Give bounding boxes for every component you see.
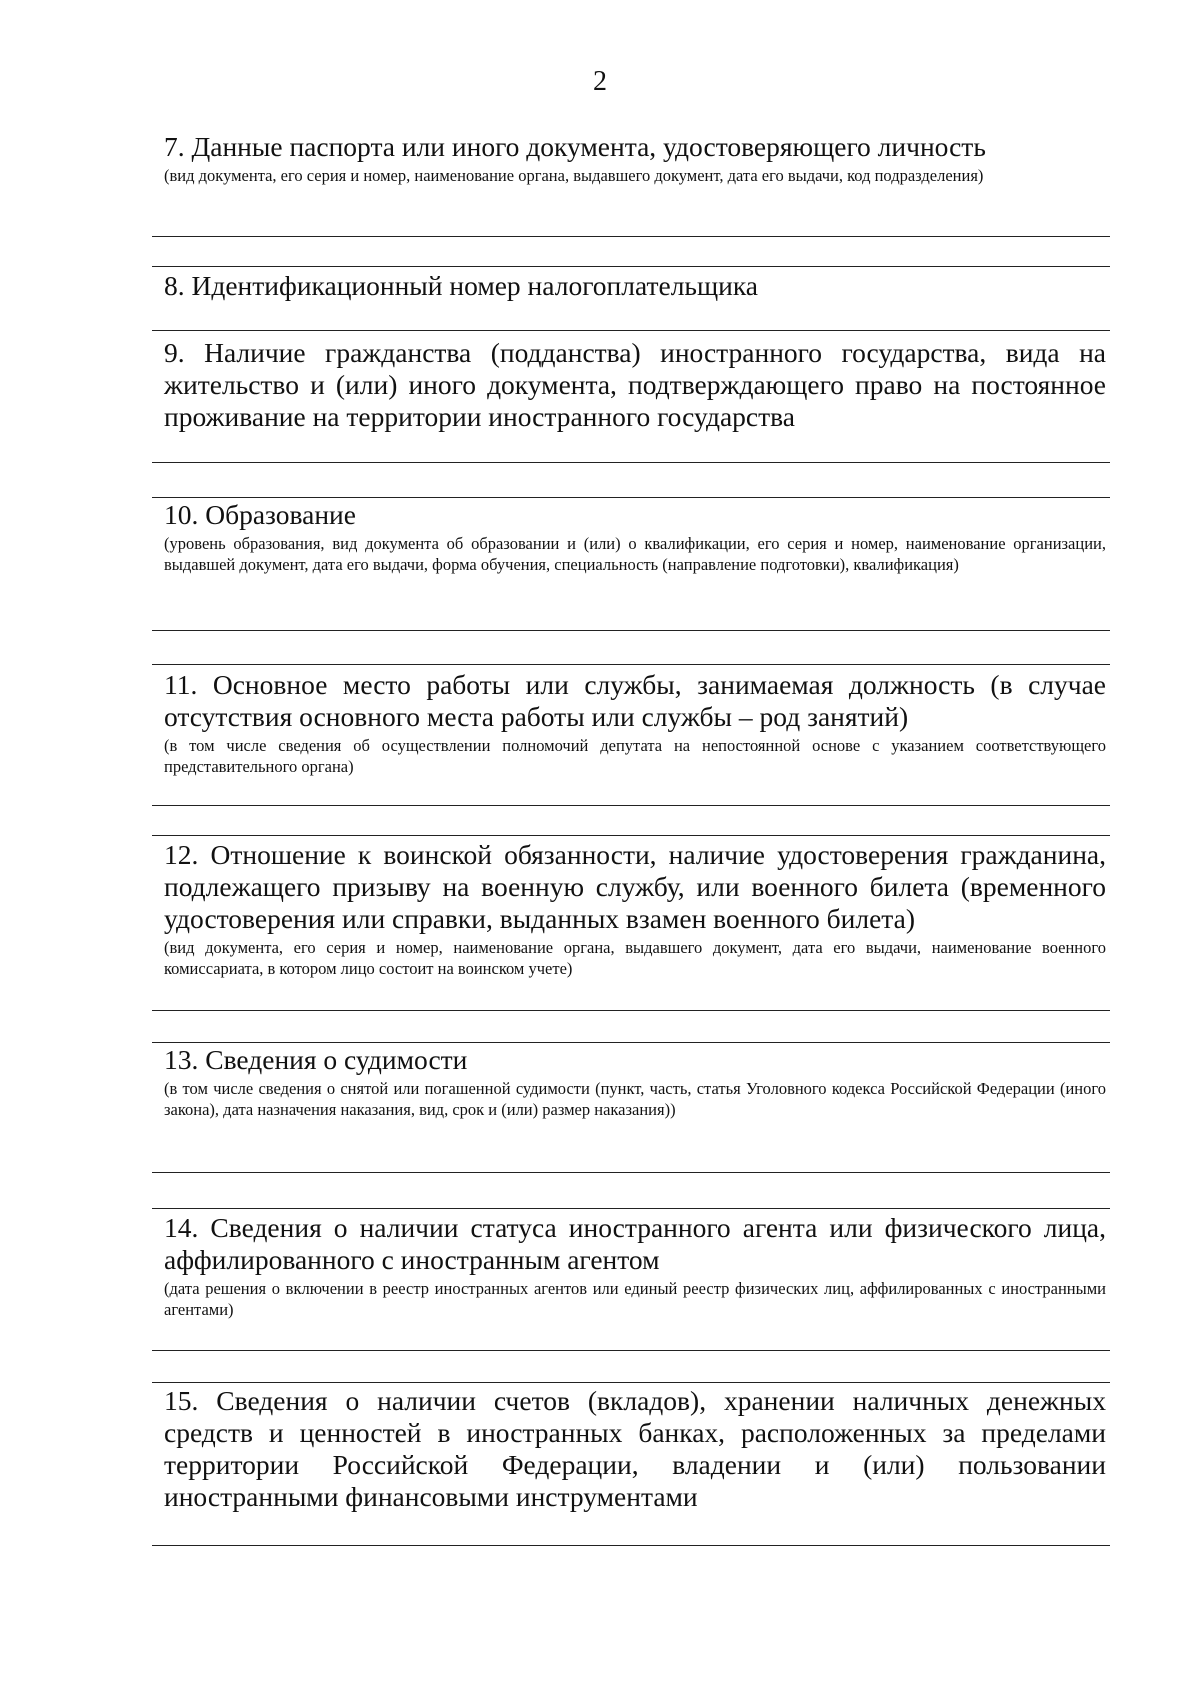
section-title: 11. Основное место работы или службы, занимаемая должность (в случае отсутствия основного места работы или службы – род занятий) [164, 669, 1106, 732]
section-13-criminal-record [164, 1044, 1106, 1120]
section-title: 7. Данные паспорта или иного документа, удостоверяющего личность [164, 131, 986, 162]
answer-line [152, 805, 1110, 806]
section-12-military [164, 839, 1106, 979]
answer-line [152, 1545, 1110, 1546]
section-15-foreign-accounts [164, 1385, 1106, 1513]
answer-line [152, 497, 1110, 498]
page-number: 2 [593, 66, 607, 97]
section-title: 15. Сведения о наличии счетов (вкладов), хранении наличных денежных средств и ценностей в иностранных банках, расположенных за пределами территории Российской Федерации, владении и (или) пользовании иностранными финансовыми инструментами [164, 1385, 1106, 1512]
answer-line [152, 1382, 1110, 1383]
section-note: (в том числе сведения об осуществлении полномочий депутата на непостоянной основе с указанием соответствующего представительного органа) [164, 736, 1106, 776]
answer-line [152, 330, 1110, 331]
answer-line [152, 266, 1110, 267]
section-title: 12. Отношение к воинской обязанности, наличие удостоверения гражданина, подлежащего призыву на военную службу, или военного билета (временного удостоверения или справки, выданных взамен военного билета) [164, 839, 1106, 934]
section-note: (вид документа, его серия и номер, наименование органа, выдавшего документ, дата его выдачи, наименование военного комиссариата, в котором лицо состоит на воинском учете) [164, 938, 1106, 978]
section-7-passport [164, 131, 1106, 186]
answer-line [152, 1208, 1110, 1209]
section-note: (вид документа, его серия и номер, наименование органа, выдавшего документ, дата его выдачи, код подразделения) [164, 166, 984, 185]
section-note: (в том числе сведения о снятой или погашенной судимости (пункт, часть, статья Уголовного кодекса Российской Федерации (иного закона), дата назначения наказания, вид, срок и (или) размер наказания)) [164, 1079, 1106, 1119]
section-title: 8. Идентификационный номер налогоплательщика [164, 270, 759, 301]
section-title: 14. Сведения о наличии статуса иностранного агента или физического лица, аффилированного с иностранным агентом [164, 1212, 1106, 1275]
answer-line [152, 1010, 1110, 1011]
answer-line [152, 1042, 1110, 1043]
answer-line [152, 1350, 1110, 1351]
section-9-citizenship [164, 337, 1106, 433]
section-8-inn [164, 270, 1106, 302]
section-11-work [164, 669, 1106, 777]
answer-line [152, 664, 1110, 665]
answer-line [152, 462, 1110, 463]
answer-line [152, 1172, 1110, 1173]
section-note: (дата решения о включении в реестр иностранных агентов или единый реестр физических лиц, аффилированных с иностранными агентами) [164, 1279, 1106, 1319]
section-10-education [164, 499, 1106, 575]
section-title: 10. Образование [164, 499, 356, 530]
answer-line [152, 630, 1110, 631]
section-14-foreign-agent [164, 1212, 1106, 1320]
answer-line [152, 835, 1110, 836]
section-title: 13. Сведения о судимости [164, 1044, 468, 1075]
section-note: (уровень образования, вид документа об образовании и (или) о квалификации, его серия и номер, наименование организации, выдавшей документ, дата его выдачи, форма обучения, специальность (направление подготовки), квалификация) [164, 534, 1106, 574]
answer-line [152, 236, 1110, 237]
section-title: 9. Наличие гражданства (подданства) иностранного государства, вида на жительство и (или) иного документа, подтверждающего право на постоянное проживание на территории иностранного государства [164, 337, 1106, 432]
